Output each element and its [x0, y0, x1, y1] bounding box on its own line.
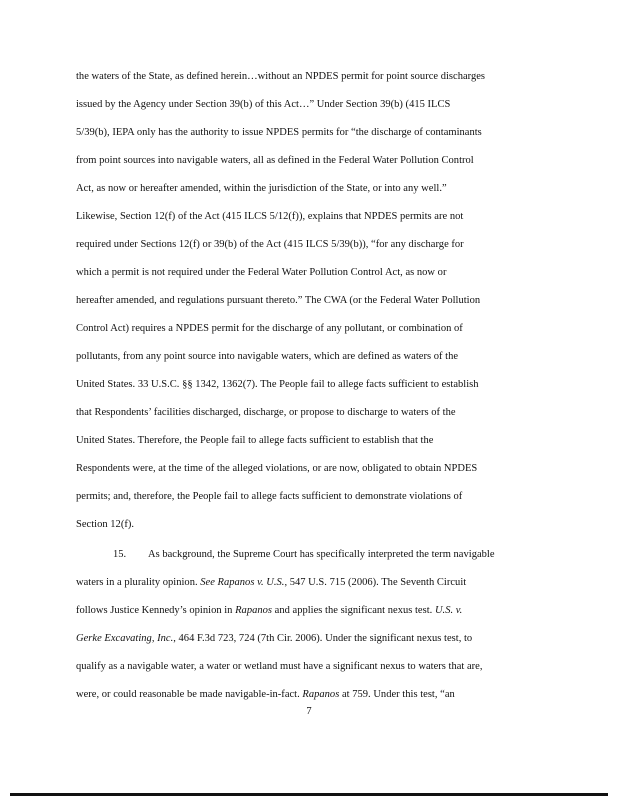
text-line	[76, 182, 447, 196]
page-number: 7	[306, 706, 312, 717]
text-segment: were, or could reasonable be made navigable-in-fact.	[76, 689, 303, 700]
text-line	[76, 490, 462, 504]
text-segment: hereafter amended, and regulations pursuant thereto.” The CWA (or the Federal Water Pollution	[76, 295, 481, 306]
text-segment: issued by the Agency under Section 39(b) of this Act…” Under Section 39(b) (415 ILCS	[76, 99, 451, 110]
text-segment: permits; and, therefore, the People fail to allege facts sufficient to demonstrate violations of	[76, 491, 463, 502]
text-segment: follows Justice Kennedy’s opinion in	[76, 605, 236, 616]
text-segment: qualify as a navigable water, a water or wetland must have a significant nexus to waters that are,	[76, 661, 483, 672]
text-line	[76, 604, 462, 618]
text-segment: , 464 F.3d 723, 724 (7th Cir. 2006). Under the significant nexus test, to	[173, 633, 473, 644]
text-line	[76, 434, 433, 448]
citation-italic: See Rapanos v. U.S.	[200, 577, 285, 588]
text-segment: and applies the significant nexus test.	[272, 605, 435, 616]
text-line	[76, 294, 480, 308]
text-line	[76, 98, 450, 112]
text-line	[148, 548, 495, 562]
text-segment: Respondents were, at the time of the alleged violations, or are now, obligated to obtain NPDES	[76, 463, 478, 474]
text-segment: pollutants, from any point source into navigable waters, which are defined as waters of the	[76, 351, 459, 362]
text-line	[76, 322, 463, 336]
text-line	[76, 406, 456, 420]
text-segment: which a permit is not required under the Federal Water Pollution Control Act, as now or	[76, 267, 447, 278]
text-segment: 5/39(b), IEPA only has the authority to issue NPDES permits for “the discharge of contaminants	[76, 127, 482, 138]
text-line	[76, 378, 479, 392]
text-segment: , 547 U.S. 715 (2006). The Seventh Circuit	[284, 577, 467, 588]
text-line	[76, 238, 464, 252]
text-line	[76, 518, 134, 532]
text-line	[76, 660, 483, 674]
text-segment: United States. 33 U.S.C. §§ 1342, 1362(7). The People fail to allege facts sufficient to establish	[76, 379, 479, 390]
text-line	[76, 350, 458, 364]
text-segment: Control Act) requires a NPDES permit for the discharge of any pollutant, or combination of	[76, 323, 463, 334]
text-line	[76, 70, 485, 84]
citation-italic: Gerke Excavating, Inc.	[76, 633, 174, 644]
citation-italic: U.S. v.	[434, 605, 463, 616]
text-segment: that Respondents’ facilities discharged, discharge, or propose to discharge to waters of the	[76, 407, 456, 418]
text-line	[76, 266, 446, 280]
text-segment: Likewise, Section 12(f) of the Act (415 ILCS 5/12(f)), explains that NPDES permits are not	[76, 211, 464, 222]
citation-italic: Rapanos	[302, 689, 340, 700]
text-segment: Section 12(f).	[76, 519, 135, 530]
text-segment: United States. Therefore, the People fail to allege facts sufficient to establish that the	[76, 435, 434, 446]
bottom-border-line	[10, 793, 608, 796]
text-line	[76, 632, 472, 646]
text-segment: at 759. Under this test, “an	[339, 689, 455, 700]
paragraph-number: 15.	[113, 549, 127, 560]
text-segment: waters in a plurality opinion.	[76, 577, 201, 588]
text-line	[76, 210, 463, 224]
text-segment: the waters of the State, as defined herein…without an NPDES permit for point source discharges	[76, 71, 486, 82]
text-line	[76, 576, 466, 590]
text-segment: Act, as now or hereafter amended, within the jurisdiction of the State, or into any well.”	[76, 183, 447, 194]
text-line	[76, 462, 477, 476]
text-line	[76, 688, 455, 702]
text-line	[76, 126, 482, 140]
text-segment: required under Sections 12(f) or 39(b) of the Act (415 ILCS 5/39(b)), “for any discharge for	[76, 239, 464, 250]
text-segment: As background, the Supreme Court has specifically interpreted the term navigable	[148, 549, 495, 560]
citation-italic: Rapanos	[235, 605, 272, 616]
text-segment: from point sources into navigable waters, all as defined in the Federal Water Pollution Control	[76, 155, 474, 166]
text-line	[76, 154, 474, 168]
